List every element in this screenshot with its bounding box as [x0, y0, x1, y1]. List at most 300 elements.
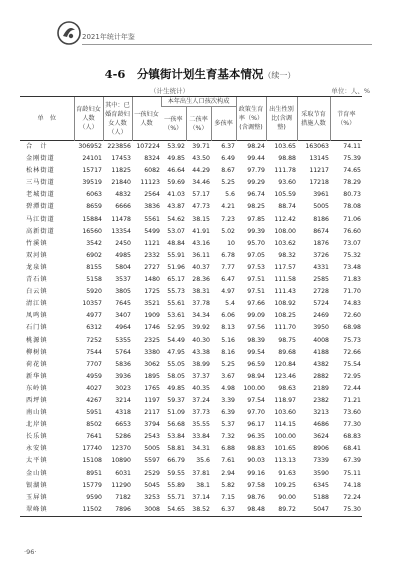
first-child-rate-cell: 54.62: [167, 215, 185, 223]
policy-rate-cell: 97.05: [247, 251, 265, 259]
first-child-rate-cell: 58.81: [167, 445, 185, 453]
policy-rate-cell: 98.48: [236, 504, 266, 517]
sex-ratio-cell: 111.43: [274, 288, 296, 296]
col-with-children: 其中：已婚育龄妇女人数（人）: [103, 97, 132, 141]
multi-child-rate-cell: 4.98: [221, 384, 235, 392]
second-child-rate-cell: 39.92: [192, 324, 210, 332]
one-child-cell: 5499: [144, 227, 160, 235]
row-region-cell: 马江街道: [26, 215, 55, 223]
sex-ratio-cell: 89.72: [266, 504, 297, 517]
contraceptive-rate-cell: 73.48: [343, 263, 361, 271]
row-region-cell: 荷花镇: [26, 360, 48, 368]
one-child-cell: 3521: [144, 300, 160, 308]
table-row: [20, 153, 362, 165]
first-child-rate-cell: 58.05: [167, 372, 185, 380]
second-child-rate-cell: 28.36: [192, 276, 210, 284]
multi-child-rate-cell: 7.32: [221, 433, 235, 441]
table-row: [20, 455, 362, 467]
second-child-rate-cell: 34.31: [192, 445, 210, 453]
policy-rate-cell: 98.39: [247, 336, 265, 344]
policy-rate-cell: 98.25: [247, 203, 265, 211]
contraceptive-rate-cell: 75.11: [343, 469, 361, 477]
second-child-rate-cell: 33.84: [192, 433, 210, 441]
one-child-cell: 2325: [144, 336, 160, 344]
second-child-rate-cell: 37.73: [192, 409, 210, 417]
first-child-rate-cell: 49.85: [167, 384, 185, 392]
contraceptive-rate-cell: 74.65: [343, 167, 361, 175]
table-row: [20, 214, 362, 226]
with-children-cell: 2450: [115, 239, 131, 247]
row-region-cell: 凤鸣镇: [26, 312, 48, 320]
row-region-cell: 西坪镇: [26, 396, 48, 404]
sex-ratio-cell: 101.65: [274, 445, 296, 453]
row-region-cell: 清江镇: [26, 300, 48, 308]
table-title: [0, 66, 400, 82]
col-married-women: 育龄妇女人数（人）: [74, 97, 103, 141]
contraceptive-rate-cell: 71.83: [343, 276, 361, 284]
policy-rate-cell: 99.54: [247, 348, 265, 356]
sex-ratio-cell: 90.00: [278, 493, 296, 501]
contraceptive-rate-cell: 77.30: [343, 421, 361, 429]
with-children-cell: 11478: [111, 215, 131, 223]
row-region-cell: 东岭镇: [26, 384, 48, 392]
row-region-cell: 北岸镇: [26, 421, 48, 429]
table-row: [20, 371, 362, 383]
contraceptive-rate-cell: 72.24: [343, 493, 361, 501]
policy-rate-cell: 99.09: [247, 312, 265, 320]
contraceptive-rate-cell: 68.41: [343, 445, 361, 453]
with-children-cell: 7182: [115, 493, 131, 501]
first-child-rate-cell: 52.95: [167, 324, 185, 332]
married-women-cell: 5158: [86, 276, 102, 284]
row-region-cell: 桃源镇: [26, 336, 48, 344]
married-women-cell: 4977: [86, 312, 102, 320]
contraceptive-count-cell: 4008: [313, 336, 329, 344]
policy-rate-cell: 98.94: [247, 372, 265, 380]
multi-child-rate-cell: 10: [227, 239, 235, 247]
married-women-cell: 9590: [86, 493, 102, 501]
contraceptive-rate-cell: 78.08: [343, 203, 361, 211]
with-children-cell: 5804: [115, 263, 131, 271]
policy-rate-cell: 95.70: [247, 239, 265, 247]
table-row: [20, 492, 362, 504]
married-women-cell: 16560: [82, 227, 102, 235]
policy-rate-cell: 96.17: [247, 421, 265, 429]
contraceptive-count-cell: 2882: [313, 372, 329, 380]
sex-ratio-cell: 114.15: [274, 421, 296, 429]
first-child-rate-cell: 55.05: [167, 360, 185, 368]
one-child-cell: 2727: [144, 263, 160, 271]
table-row: [20, 250, 362, 262]
table-row: [20, 347, 362, 359]
contraceptive-rate-cell: 73.07: [343, 239, 361, 247]
married-women-cell: 7707: [86, 360, 102, 368]
one-child-cell: 11123: [140, 179, 160, 187]
sex-ratio-cell: 89.68: [278, 348, 296, 356]
col-first-child-rate: 一孩率（%）: [161, 107, 186, 141]
contraceptive-count-cell: 11217: [309, 167, 329, 175]
second-child-rate-cell: 38.99: [192, 360, 210, 368]
first-child-rate-cell: 66.79: [167, 457, 185, 465]
with-children-cell: 5355: [115, 336, 131, 344]
with-children-cell: 3805: [115, 288, 131, 296]
contraceptive-rate-cell: 75.54: [343, 360, 361, 368]
first-child-rate-cell: 55.71: [167, 493, 185, 501]
policy-rate-cell: 98.76: [247, 493, 265, 501]
contraceptive-count-cell: 8186: [313, 215, 329, 223]
col-birth-structure: 本年出生人口孩次构成: [161, 97, 236, 107]
contraceptive-count-cell: 4382: [313, 360, 329, 368]
one-child-cell: 2529: [144, 469, 160, 477]
row-region-cell: 青石镇: [26, 276, 48, 284]
table-row: [20, 238, 362, 250]
second-child-rate-cell: 37.81: [192, 469, 210, 477]
contraceptive-count-cell: 2728: [313, 288, 329, 296]
multi-child-rate-cell: 4.21: [221, 203, 235, 211]
multi-child-rate-cell: 6.88: [221, 445, 235, 453]
with-children-cell: 21840: [111, 179, 131, 187]
contraceptive-count-cell: 5005: [313, 203, 329, 211]
married-women-cell: 6063: [86, 191, 102, 199]
second-child-rate-cell: 36.11: [192, 251, 210, 259]
married-women-cell: 24101: [82, 155, 102, 163]
second-child-rate-cell: 43.16: [192, 239, 210, 247]
with-children-cell: 3214: [115, 396, 131, 404]
sex-ratio-cell: 103.62: [274, 239, 296, 247]
with-children-cell: 5764: [115, 348, 131, 356]
contraceptive-count-cell: 4686: [313, 421, 329, 429]
contraceptive-rate-cell: 75.32: [343, 251, 361, 259]
sex-ratio-cell: 109.25: [274, 481, 296, 489]
col-policy-rate: 政策生育率（%）(含调整): [236, 97, 266, 141]
table-row: [20, 322, 362, 334]
policy-rate-cell: 99.16: [247, 469, 265, 477]
with-children-cell: 6666: [115, 203, 131, 211]
table-row: [20, 431, 362, 443]
multi-child-rate-cell: 5.82: [221, 481, 235, 489]
col-one-child: 一孩妇女人数: [132, 97, 161, 141]
one-child-cell: 5005: [144, 445, 160, 453]
contraceptive-rate-cell: 72.66: [343, 348, 361, 356]
policy-rate-cell: 99.29: [247, 179, 265, 187]
with-children-cell: 4964: [115, 324, 131, 332]
contraceptive-rate-cell: 74.18: [343, 481, 361, 489]
row-region-cell: 老城街道: [26, 191, 55, 199]
with-children-cell: 11825: [111, 167, 131, 175]
yearbook-logo-icon: [56, 20, 82, 46]
policy-rate-cell: 97.58: [247, 481, 265, 489]
row-region-cell: 高新街道: [26, 227, 55, 235]
married-women-cell: 7641: [86, 433, 102, 441]
table-row: [20, 262, 362, 274]
one-child-cell: 1480: [144, 276, 160, 284]
row-region-cell: 龙泉镇: [26, 263, 48, 271]
contraceptive-count-cell: 2382: [313, 396, 329, 404]
with-children-cell: 3537: [115, 276, 131, 284]
table-row: [20, 310, 362, 322]
contraceptive-count-cell: 2585: [313, 276, 329, 284]
policy-rate-cell: 98.83: [247, 445, 265, 453]
contraceptive-rate-cell: 80.73: [343, 191, 361, 199]
second-child-rate-cell: 37.14: [192, 493, 210, 501]
sex-ratio-cell: 118.97: [274, 396, 296, 404]
one-child-cell: 3062: [144, 360, 160, 368]
table-row: [20, 504, 362, 517]
multi-child-rate-cell: 5.4: [225, 300, 235, 308]
contraceptive-rate-cell: 78.29: [343, 179, 361, 187]
contraceptive-rate-cell: 74.11: [343, 143, 361, 150]
row-region-cell: 金刚街道: [26, 155, 55, 163]
contraceptive-rate-cell: 71.70: [343, 288, 361, 296]
second-child-rate-cell: 37.37: [192, 372, 210, 380]
first-child-rate-cell: 55.73: [167, 288, 185, 296]
sex-ratio-cell: 111.78: [274, 167, 296, 175]
policy-rate-cell: 97.54: [247, 396, 265, 404]
policy-rate-cell: 97.85: [247, 215, 265, 223]
with-children-cell: 7896: [103, 504, 132, 517]
contraceptive-count-cell: 163063: [305, 143, 329, 150]
one-child-cell: 1197: [144, 396, 160, 404]
with-children-cell: 5286: [115, 433, 131, 441]
sex-ratio-cell: 108.25: [274, 312, 296, 320]
row-region-cell: 柳树镇: [26, 348, 48, 356]
sex-ratio-cell: 98.63: [278, 384, 296, 392]
table-row: [20, 443, 362, 455]
one-child-cell: 5561: [144, 215, 160, 223]
second-child-rate-cell: 35.55: [192, 421, 210, 429]
contraceptive-rate-cell: 75.39: [343, 155, 361, 163]
married-women-cell: 15717: [82, 167, 102, 175]
policy-rate-cell: 99.39: [247, 227, 265, 235]
multi-child-rate-cell: 5.25: [221, 179, 235, 187]
multi-child-rate-cell: 5.6: [225, 191, 235, 199]
second-child-rate-cell: 40.37: [192, 263, 210, 271]
second-child-rate-cell: 37.24: [192, 396, 210, 404]
second-child-rate-cell: 38.15: [192, 215, 210, 223]
multi-child-rate-cell: 6.37: [211, 504, 236, 517]
policy-rate-cell: 96.59: [247, 360, 265, 368]
contraceptive-rate-cell: 72.60: [343, 312, 361, 320]
col-contraceptive-rate: 节育率（%）: [330, 97, 362, 141]
sex-ratio-cell: 91.63: [278, 469, 296, 477]
second-child-rate-cell: 43.50: [192, 155, 210, 163]
one-child-cell: 3794: [144, 421, 160, 429]
married-women-cell: 6902: [86, 251, 102, 259]
first-child-rate-cell: 55.91: [167, 251, 185, 259]
first-child-rate-cell: 47.95: [167, 348, 185, 356]
first-child-rate-cell: 53.84: [167, 433, 185, 441]
contraceptive-rate-cell: 68.98: [343, 324, 361, 332]
table-row: [20, 395, 362, 407]
contraceptive-rate-cell: 76.60: [343, 227, 361, 235]
second-child-rate-cell: 43.38: [192, 348, 210, 356]
with-children-cell: 4985: [115, 251, 131, 259]
second-child-rate-cell: 38.1: [196, 481, 210, 489]
contraceptive-count-cell: 2469: [313, 312, 329, 320]
policy-rate-cell: 96.35: [247, 433, 265, 441]
first-child-rate-cell: 59.55: [167, 469, 185, 477]
with-children-cell: 223856: [107, 143, 131, 150]
second-child-rate-cell: 38.31: [192, 288, 210, 296]
one-child-cell: 2117: [144, 409, 160, 417]
table-row: [20, 359, 362, 371]
contraceptive-count-cell: 4331: [313, 263, 329, 271]
with-children-cell: 6653: [115, 421, 131, 429]
contraceptive-count-cell: 5188: [313, 493, 329, 501]
with-children-cell: 3936: [115, 372, 131, 380]
one-child-cell: 1895: [144, 372, 160, 380]
married-women-cell: 15108: [82, 457, 102, 465]
married-women-cell: 4267: [86, 396, 102, 404]
contraceptive-count-cell: 2189: [313, 384, 329, 392]
married-women-cell: 39519: [82, 179, 102, 187]
table-row: [20, 274, 362, 286]
policy-rate-cell: 97.53: [247, 263, 265, 271]
second-child-rate-cell: 40.30: [192, 336, 210, 344]
with-children-cell: 3023: [115, 384, 131, 392]
contraceptive-count-cell: 13145: [309, 155, 329, 163]
first-child-rate-cell: 55.89: [167, 481, 185, 489]
married-women-cell: 8502: [86, 421, 102, 429]
multi-child-rate-cell: 8.67: [221, 167, 235, 175]
with-children-cell: 7645: [115, 300, 131, 308]
multi-child-rate-cell: 2.94: [221, 469, 235, 477]
with-children-cell: 3407: [115, 312, 131, 320]
second-child-rate-cell: 34.34: [192, 312, 210, 320]
first-child-rate-cell: 53.92: [167, 143, 185, 150]
second-child-rate-cell: 37.78: [192, 300, 210, 308]
contraceptive-count-cell: 1876: [313, 239, 329, 247]
contraceptive-rate-cell: 72.95: [343, 372, 361, 380]
sex-ratio-cell: 105.59: [274, 191, 296, 199]
sex-ratio-cell: 93.60: [278, 179, 296, 187]
policy-rate-cell: 90.03: [247, 457, 265, 465]
sex-ratio-cell: 108.00: [274, 227, 296, 235]
one-child-cell: 2543: [144, 433, 160, 441]
table-row: [20, 298, 362, 310]
married-women-cell: 4959: [86, 372, 102, 380]
policy-rate-cell: 97.70: [247, 409, 265, 417]
sex-ratio-cell: 123.46: [274, 372, 296, 380]
multi-child-rate-cell: 5.37: [221, 421, 235, 429]
policy-rate-cell: 100.00: [243, 384, 265, 392]
header-divider: [82, 44, 372, 45]
col-contraceptive-count: 采取节育措施人数: [297, 97, 330, 141]
married-women-cell: 7252: [86, 336, 102, 344]
contraceptive-count-cell: 3213: [313, 409, 329, 417]
contraceptive-count-cell: 3726: [313, 251, 329, 259]
married-women-cell: 8951: [86, 469, 102, 477]
second-child-rate-cell: 57.17: [192, 191, 210, 199]
married-women-cell: 8659: [86, 203, 102, 211]
first-child-rate-cell: 55.61: [167, 300, 185, 308]
contraceptive-rate-cell: 72.44: [343, 384, 361, 392]
sex-ratio-cell: 98.32: [278, 251, 296, 259]
married-women-cell: 5951: [86, 409, 102, 417]
sex-ratio-cell: 88.74: [278, 203, 296, 211]
contraceptive-count-cell: 8906: [313, 445, 329, 453]
second-child-rate-cell: 40.35: [192, 384, 210, 392]
one-child-cell: 2564: [144, 191, 160, 199]
row-region-cell: 双河镇: [26, 251, 48, 259]
married-women-cell: 8155: [86, 263, 102, 271]
married-women-cell: 11502: [74, 504, 103, 517]
second-child-rate-cell: 44.29: [192, 167, 210, 175]
multi-child-rate-cell: 6.06: [221, 312, 235, 320]
table-row: [20, 286, 362, 298]
row-region-cell: 太平镇: [26, 457, 48, 465]
with-children-cell: 6031: [115, 469, 131, 477]
table-row: [20, 419, 362, 431]
second-child-rate-cell: 47.73: [192, 203, 210, 211]
contraceptive-count-cell: 7339: [313, 457, 329, 465]
second-child-rate-cell: 39.71: [192, 143, 210, 150]
one-child-cell: 3380: [144, 348, 160, 356]
table-title-suffix: （续一）: [263, 71, 296, 80]
one-child-cell: 5597: [144, 457, 160, 465]
row-region-cell: 长乐镇: [26, 433, 48, 441]
col-multi-child-rate: 多孩率: [211, 107, 236, 141]
with-children-cell: 12370: [111, 445, 131, 453]
multi-child-rate-cell: 7.77: [221, 263, 235, 271]
first-child-rate-cell: 48.84: [167, 239, 185, 247]
one-child-cell: 1725: [144, 288, 160, 296]
row-region-cell: 玉屏镇: [26, 493, 48, 501]
first-child-rate-cell: 51.09: [167, 409, 185, 417]
row-region-cell: 银湖镇: [26, 481, 48, 489]
policy-rate-cell: 97.79: [247, 167, 265, 175]
table-row: [20, 480, 362, 492]
with-children-cell: 11290: [111, 481, 131, 489]
table-row: [20, 201, 362, 213]
sex-ratio-cell: 100.00: [274, 433, 296, 441]
contraceptive-count-cell: 17218: [309, 179, 329, 187]
table-row: [20, 335, 362, 347]
unit-label: 单位：人、%: [331, 87, 370, 95]
first-child-rate-cell: 54.49: [167, 336, 185, 344]
first-child-rate-cell: 49.85: [167, 155, 185, 163]
table-row: [20, 141, 362, 154]
with-children-cell: 17453: [111, 155, 131, 163]
contraceptive-count-cell: 3624: [313, 433, 329, 441]
multi-child-rate-cell: 7.15: [221, 493, 235, 501]
sex-ratio-cell: 112.42: [274, 215, 296, 223]
multi-child-rate-cell: 5.16: [221, 336, 235, 344]
sex-ratio-cell: 98.88: [278, 155, 296, 163]
contraceptive-count-cell: 5724: [313, 300, 329, 308]
second-child-rate-cell: 41.91: [192, 227, 210, 235]
contraceptive-rate-cell: 74.83: [343, 300, 361, 308]
with-children-cell: 5836: [115, 360, 131, 368]
multi-child-rate-cell: 4.97: [221, 288, 235, 296]
one-child-cell: 3836: [144, 203, 160, 211]
table-row: [20, 407, 362, 419]
contraceptive-rate-cell: 67.39: [343, 457, 361, 465]
sex-ratio-cell: 103.65: [274, 143, 296, 150]
table-body: [20, 141, 362, 517]
row-region-cell: 永安镇: [26, 445, 48, 453]
second-child-rate-cell: 35.6: [196, 457, 210, 465]
contraceptive-rate-cell: 71.06: [343, 215, 361, 223]
first-child-rate-cell: 53.61: [167, 312, 185, 320]
contraceptive-count-cell: 3950: [313, 324, 329, 332]
sex-ratio-cell: 117.57: [274, 263, 296, 271]
married-women-cell: 10357: [82, 300, 102, 308]
first-child-rate-cell: 59.37: [167, 396, 185, 404]
with-children-cell: 4832: [115, 191, 131, 199]
married-women-cell: 3542: [86, 239, 102, 247]
married-women-cell: 6312: [86, 324, 102, 332]
